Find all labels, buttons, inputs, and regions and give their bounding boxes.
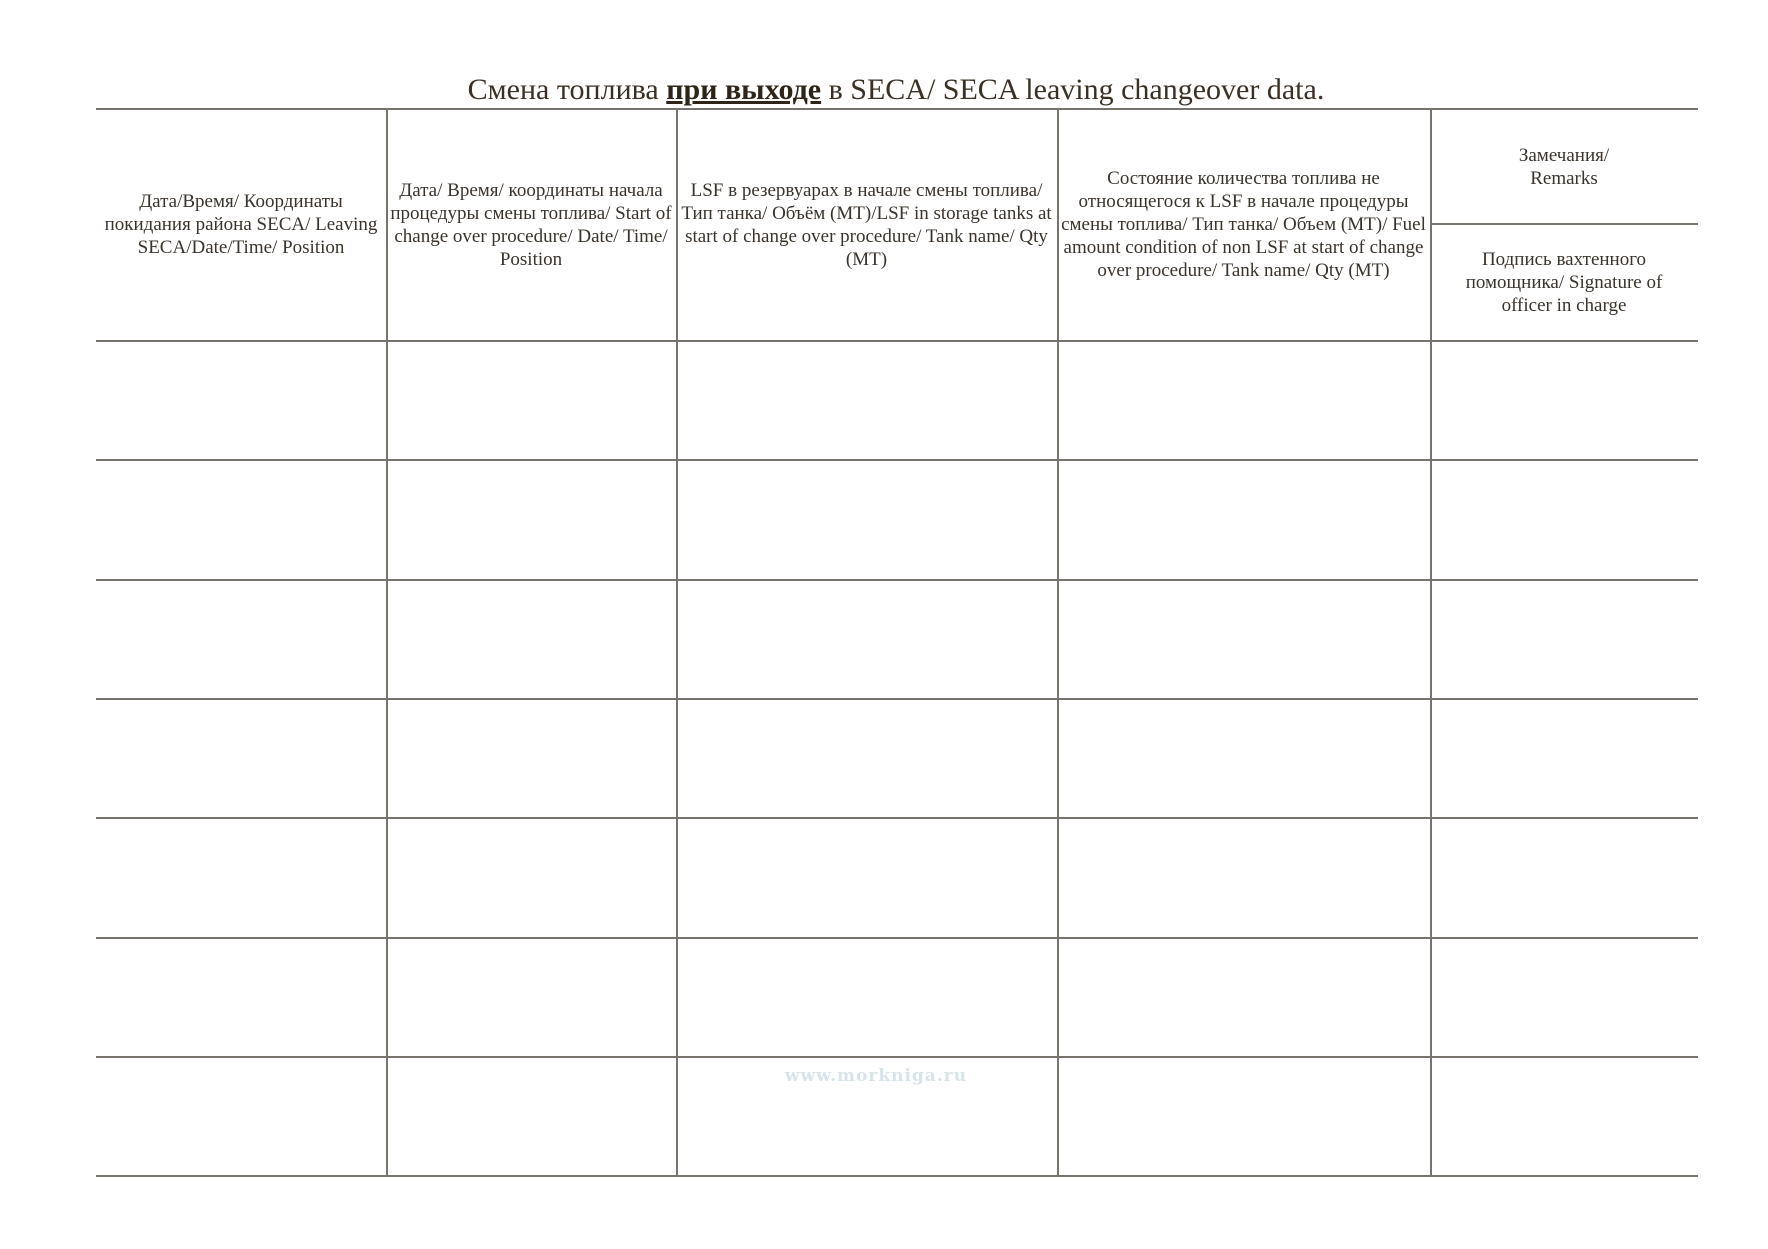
table-cell[interactable] [1432, 700, 1698, 817]
header-remarks: Замечания/ Remarks [1518, 144, 1610, 189]
row-divider [96, 1175, 1698, 1177]
title-emphasis: при выходе [666, 73, 822, 106]
header-signature: Подпись вахтенного помощника/ Signature of officer in charge [1465, 248, 1663, 316]
table-cell[interactable] [98, 581, 386, 698]
table-cell[interactable] [1432, 1058, 1698, 1175]
table-cell[interactable] [1432, 342, 1698, 459]
table-cell[interactable] [388, 461, 676, 578]
table-cell[interactable] [388, 819, 676, 936]
title-text-after: в SECA/ SECA leaving changeover data. [821, 73, 1325, 106]
header-start-changeover: Дата/ Время/ координаты начала процедуры смены топлива/ Start of change over procedure/ Date/ Time/ Position [390, 179, 672, 270]
table-cell[interactable] [1059, 461, 1430, 578]
table-cell[interactable] [388, 342, 676, 459]
watermark: www.morkniga.ru [784, 1066, 968, 1086]
header-non-lsf-condition: Состояние количества топлива не относящегося к LSF в начале процедуры смены топлива/ Тип танка/ Объем (MT)/ Fuel amount condition of non LSF at start of change over procedure/ Tank name/ Qty (MT) [1061, 168, 1426, 281]
table-cell[interactable] [1059, 342, 1430, 459]
table-cell[interactable] [98, 939, 386, 1056]
table-cell[interactable] [678, 581, 1057, 698]
table-cell[interactable] [678, 342, 1057, 459]
table-cell[interactable] [1432, 819, 1698, 936]
title-text-before: Смена топлива [467, 73, 667, 106]
table-cell[interactable] [388, 581, 676, 698]
table-top-border [96, 108, 1698, 110]
table-cell[interactable] [678, 700, 1057, 817]
table-cell[interactable] [1432, 581, 1698, 698]
remarks-divider [1430, 223, 1698, 225]
header-leaving-seca: Дата/Время/ Координаты покидания района SECA/ Leaving SECA/Date/Time/ Position [104, 191, 378, 258]
page-title [96, 70, 1696, 110]
table-cell[interactable] [1059, 1058, 1430, 1175]
table-cell[interactable] [678, 819, 1057, 936]
table-cell[interactable] [98, 342, 386, 459]
table-cell[interactable] [388, 700, 676, 817]
table-cell[interactable] [98, 700, 386, 817]
table-cell[interactable] [388, 1058, 676, 1175]
table-cell[interactable] [98, 1058, 386, 1175]
table-cell[interactable] [1059, 819, 1430, 936]
table-cell[interactable] [1059, 700, 1430, 817]
table-cell[interactable] [1059, 939, 1430, 1056]
table-cell[interactable] [678, 461, 1057, 578]
table-cell[interactable] [678, 939, 1057, 1056]
table-cell[interactable] [98, 461, 386, 578]
table-cell[interactable] [388, 939, 676, 1056]
header-lsf-in-storage: LSF в резервуарах в начале смены топлива/ Тип танка/ Объём (MT)/LSF in storage tanks at start of change over procedure/ Tank name/ Qty (MT) [681, 179, 1052, 270]
table-cell[interactable] [1432, 461, 1698, 578]
table-cell[interactable] [1432, 939, 1698, 1056]
table-cell[interactable] [1059, 581, 1430, 698]
table-cell[interactable] [98, 819, 386, 936]
